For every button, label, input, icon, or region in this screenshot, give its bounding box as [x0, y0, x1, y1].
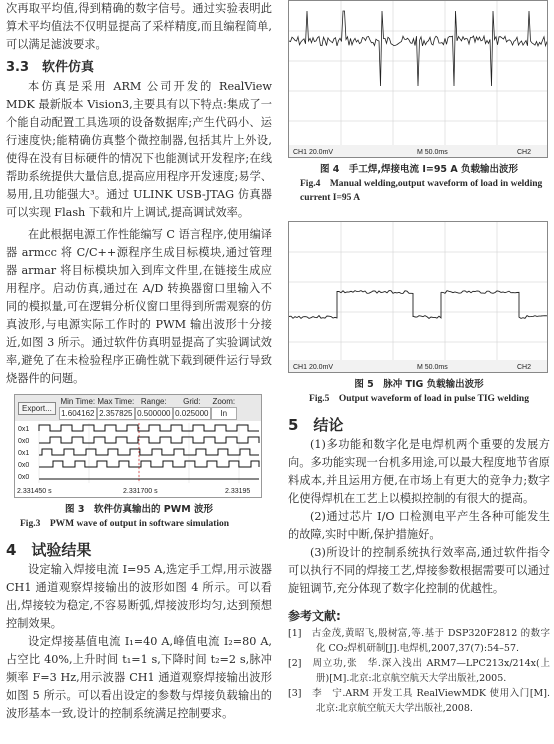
paragraph-intro: 次再取平均值,得到精确的数字信号。通过实验表明此算术平均值法不仅明显提高了采样精度,而且编程简单,可以满足滤波要求。 — [6, 2, 272, 51]
references-title: 参考文献: — [288, 609, 341, 623]
paragraph-sim-1: 本仿真是采用 ARM 公司开发的 RealView MDK 最新版本 Vision3,主要具有以下特点:集成了一个能自动配置工具选项的设备数据库;产生代码小、运行速度快;能精确仿真整个微控制器,包括其片上外设,使得在没有目标硬件的情况下也能测试开发程序;在线帮助系统提供大量信息,提高应用程序开发速度;易学、易用,且功能强大³。通过 ULINK USB-JTAG 仿真器可以实现 Flash 下载和片上调试,提高调试效率。 — [6, 80, 272, 219]
channel-label-1: 0x1 — [18, 426, 30, 433]
section-4-title: 4 试验结果 — [6, 541, 92, 559]
fig5-caption-cn: 图 5 脉冲 TIG 负载输出波形 — [354, 379, 484, 390]
fig4-timebase-label: M 50.0ms — [417, 149, 448, 156]
fig3-caption-cn: 图 3 软件仿真输出的 PWM 波形 — [65, 504, 213, 515]
min-time-value: 1.604162 — [59, 407, 97, 420]
time-label-3: 2.33195 — [225, 488, 251, 495]
fig5-trace — [289, 291, 547, 319]
range-value: 0.500000 — [135, 407, 173, 420]
channel-label-4: 0x0 — [18, 462, 30, 469]
fig5-oscilloscope — [288, 221, 548, 373]
section-3-3-title: 3.3 软件仿真 — [6, 60, 95, 75]
paragraph-result-2: 设定焊接基值电流 I₁=40 A,峰值电流 I₂=80 A,占空比 40%,上升时间 t₁=1 s,下降时间 t₂=2 s,脉冲频率 F=3 Hz,用示波器 CH1 通道观察焊接输出波形如图 5 所示。可以看出设定的参数与焊接负载输出的波形基本一致,设计的控制系统满足控制要求。 — [6, 635, 272, 720]
fig4-ch2-label: CH2 — [517, 149, 532, 156]
max-time-value: 2.357825 — [97, 407, 135, 420]
paragraph-result-1: 设定输入焊接电流 I=95 A,选定手工焊,用示波器 CH1 通道观察焊接输出的波形如图 4 所示。可以看出,焊接较为稳定,不容易断弧,焊接波形均匀,达到预想控制效果。 — [6, 563, 272, 630]
range-label: Range: — [140, 397, 167, 406]
max-time-label: Max Time: — [97, 397, 135, 406]
reference-2: [2] 周立功,张 华.深入浅出 ARM7—LPC213x/214x(上册)[M].北京:北京航空航天大学出版社,2005. — [288, 658, 550, 684]
fig5-timebase-label: M 50.0ms — [417, 364, 448, 371]
fig4-caption-en: Fig.4 Manual welding,output waveform of load in welding current I=95 A — [300, 179, 543, 203]
fig3-caption-en: Fig.3 PWM wave of output in software simulation — [20, 519, 230, 529]
zoom-label: Zoom: — [212, 397, 236, 406]
fig4-waveform — [289, 11, 547, 86]
fig5-caption-en: Fig.5 Output waveform of load in pulse TIG welding — [309, 394, 529, 404]
channel-label-2: 0x0 — [18, 438, 30, 445]
fig5-ch1-label: CH1 20.0mV — [293, 364, 334, 371]
min-time-label: Min Time: — [60, 397, 96, 406]
fig5-waveform — [289, 291, 547, 319]
paragraph-sim-2: 在此根据电源工作性能编写 C 语言程序,使用编译器 armcc 将 C/C++源程序生成目标模块,通过管理器 armar 将目标模块加入到库文件里,在链接生成应用程序。启动仿真,通过在 A/D 转换器窗口里输入不同的模拟量,可在逻辑分析仪窗口里得到所需观察的仿真波形,与电源实际工作时的 PWM 输出波形十分接近,如图 3 所示。通过软件仿真明显提高了实验调试效率,避免了在未检验程序正确性就下载到硬件运行导致烧器件的问题。 — [6, 228, 272, 385]
right-column — [288, 0, 550, 716]
channel-label-5: 0x0 — [18, 474, 30, 481]
pwm-trace-2 — [39, 437, 259, 443]
time-label-2: 2.331700 s — [123, 488, 158, 495]
channel-label-3: 0x1 — [18, 450, 30, 457]
fig4-ch1-label: CH1 20.0mV — [293, 149, 334, 156]
pwm-trace-1 — [39, 425, 259, 431]
left-column — [6, 0, 272, 723]
fig3-toolbar — [15, 395, 261, 421]
fig3-waveform — [15, 421, 261, 497]
conclusion-2: (2)通过芯片 I/O 口检测电平产生各种可能发生的故障,实时中断,保护措施好。 — [288, 510, 550, 541]
grid-value: 0.025000 — [173, 407, 211, 420]
fig4-oscilloscope — [288, 0, 548, 158]
zoom-in-button[interactable]: In — [211, 407, 237, 420]
export-button[interactable]: Export... — [18, 402, 56, 415]
grid-label: Grid: — [183, 397, 201, 406]
fig4-caption-cn: 图 4 手工焊,焊接电流 I=95 A 负载输出波形 — [319, 164, 519, 175]
conclusion-1: (1)多功能和数字化是电焊机两个重要的发展方向。多功能实现一台机多用途,可以最大程度地节省原料成本,并且运用方便,在市场上有更大的竞争力;数字化使得焊机在工艺上以模拟控制的有很大的提高。 — [288, 438, 550, 505]
reference-3: [3] 李 宁.ARM 开发工具 RealViewMDK 使用入门[M].北京:北京航空航天大学出版社,2008. — [288, 688, 550, 714]
section-5-title: 5 结论 — [288, 416, 344, 434]
reference-1: [1] 古金茂,黄昭飞,殷树富,等.基于 DSP320F2812 的数字化 CO₂焊机研制[J].电焊机,2007,37(7):54–57. — [288, 628, 550, 654]
fig3-logic-analyzer — [14, 394, 262, 498]
fig5-ch2-label: CH2 — [517, 364, 532, 371]
time-label-1: 2.331450 s — [17, 488, 52, 495]
conclusion-3: (3)所设计的控制系统执行效率高,通过软件指令可以执行不同的焊接工艺,焊接参数根据需要可以通过旋钮调节,充分体现了数字化控制的优越性。 — [288, 546, 550, 595]
fig4-trace — [289, 11, 547, 86]
